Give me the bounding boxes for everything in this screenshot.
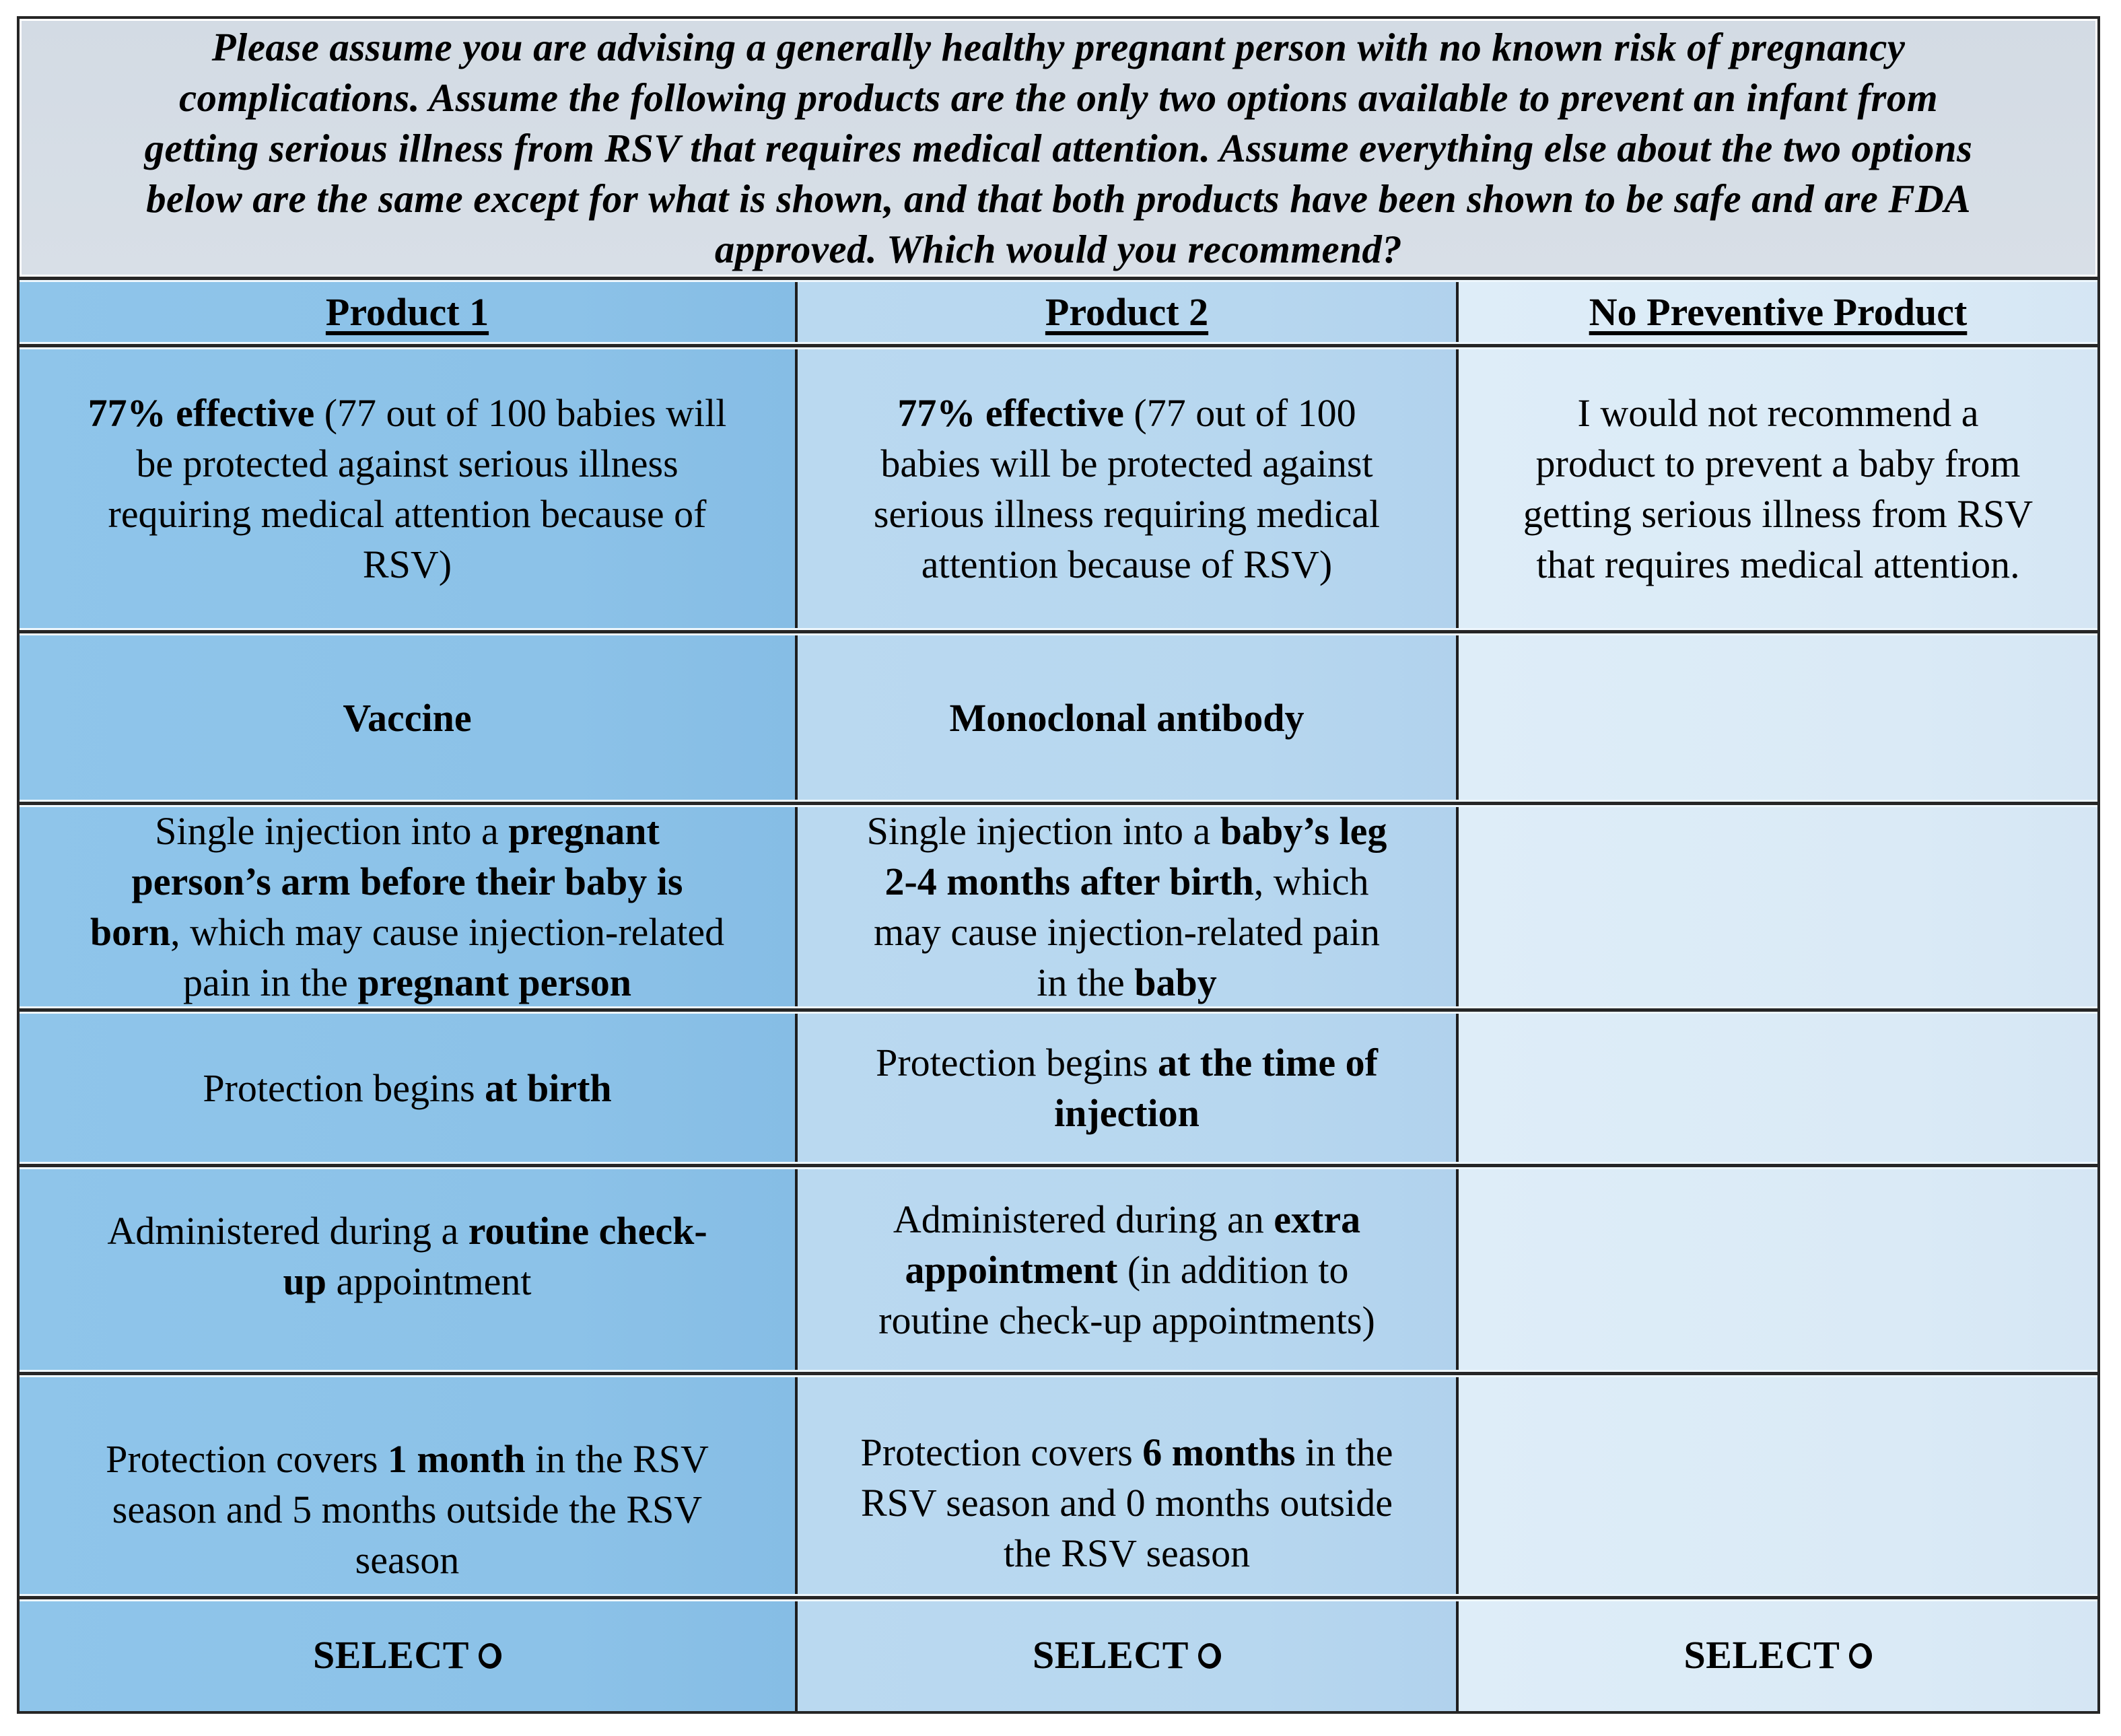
choice-table <box>17 16 2100 1714</box>
question-line: approved. Which would you recommend? <box>714 227 1403 271</box>
cell-administration-product-1 <box>20 805 795 1008</box>
select-label: SELECT <box>1033 1633 1189 1677</box>
plain-text: , which may cause injection-related <box>170 910 725 954</box>
select-cell-product-2 <box>798 1599 1456 1710</box>
cell-text <box>88 388 727 590</box>
column-divider <box>1456 277 1459 1711</box>
plain-text: in the <box>1037 961 1135 1004</box>
options-grid <box>20 277 2097 1711</box>
plain-text: may cause injection-related pain <box>873 910 1381 954</box>
plain-text: getting serious illness from RSV <box>1523 492 2033 536</box>
plain-text: season <box>355 1537 460 1582</box>
emphasis-text: injection <box>1054 1091 1199 1135</box>
emphasis-text: baby <box>1134 961 1217 1004</box>
cell-text <box>106 1434 709 1585</box>
select-no-product-radio[interactable] <box>1684 1630 1873 1680</box>
select-label: SELECT <box>313 1633 469 1677</box>
select-cell-product-1 <box>20 1599 795 1710</box>
cell-text <box>876 1037 1378 1138</box>
plain-text: I would not recommend a <box>1577 391 1979 435</box>
radio-unchecked-icon[interactable] <box>479 1643 501 1669</box>
row-divider <box>20 344 2097 347</box>
plain-text: (77 out of 100 <box>1123 391 1356 435</box>
column-header-label: Product 1 <box>325 290 489 334</box>
cell-text-line <box>878 1245 1375 1295</box>
cell-text <box>343 693 471 743</box>
cell-coverage-product-2 <box>798 1375 1456 1596</box>
cell-text-line <box>106 1535 709 1585</box>
cell-text-line <box>90 907 724 957</box>
emphasis-text: appointment <box>905 1247 1118 1292</box>
cell-text-line <box>343 693 471 743</box>
row-divider <box>20 1372 2097 1375</box>
emphasis-text: at birth <box>485 1066 612 1110</box>
cell-administration-no-product <box>1459 805 2097 1008</box>
cell-text-line <box>867 806 1387 856</box>
cell-text-line <box>876 1088 1378 1138</box>
emphasis-text: Vaccine <box>343 695 472 740</box>
row-divider <box>20 277 2097 280</box>
cell-protection-start-product-2 <box>798 1012 1456 1164</box>
column-header-product-1 <box>20 280 795 344</box>
cell-type-product-2 <box>798 633 1456 802</box>
plain-text: Single injection into a <box>866 809 1220 853</box>
plain-text: Protection covers <box>106 1436 388 1481</box>
row-divider <box>20 1596 2097 1599</box>
radio-unchecked-icon[interactable] <box>1198 1643 1221 1669</box>
plain-text: attention because of RSV) <box>921 543 1333 586</box>
emphasis-text: 1 month <box>387 1436 526 1481</box>
plain-text: (77 out of 100 babies will <box>314 391 727 435</box>
row-divider <box>20 630 2097 633</box>
plain-text: pain in the <box>183 961 358 1004</box>
plain-text: product to prevent a baby from <box>1535 442 2021 485</box>
emphasis-text: 77% effective <box>88 391 315 435</box>
plain-text: in the <box>1295 1430 1393 1474</box>
cell-appointment-product-2 <box>798 1167 1456 1372</box>
cell-coverage-product-1 <box>20 1375 795 1596</box>
emphasis-text: at the time of <box>1157 1041 1378 1084</box>
emphasis-text: person’s arm before their baby is <box>131 860 683 903</box>
plain-text: RSV) <box>362 543 452 586</box>
row-divider <box>20 1164 2097 1167</box>
emphasis-text: 6 months <box>1142 1430 1296 1474</box>
cell-type-product-1 <box>20 633 795 802</box>
cell-text <box>107 1206 707 1307</box>
column-divider <box>795 277 798 1711</box>
column-header-no-product <box>1459 280 2097 344</box>
column-header-label: No Preventive Product <box>1589 290 1968 334</box>
cell-coverage-no-product <box>1459 1375 2097 1596</box>
cell-text-line <box>1523 489 2033 539</box>
emphasis-text: born <box>90 910 171 954</box>
cell-text-line <box>90 957 724 1008</box>
cell-text-line <box>106 1434 709 1484</box>
cell-text-line <box>867 856 1387 907</box>
cell-appointment-product-1 <box>20 1167 795 1372</box>
plain-text: serious illness requiring medical <box>873 492 1381 536</box>
cell-text-line <box>90 856 724 907</box>
cell-text <box>874 388 1380 590</box>
cell-text <box>878 1194 1375 1346</box>
plain-text: Single injection into a <box>155 809 509 853</box>
select-product-1-radio[interactable] <box>313 1630 501 1680</box>
plain-text: Protection begins <box>203 1066 485 1110</box>
plain-text: requiring medical attention because of <box>108 492 707 536</box>
plain-text: in the RSV <box>525 1436 709 1481</box>
plain-text: appointment <box>326 1259 532 1303</box>
cell-efficacy-product-2 <box>798 347 1456 630</box>
cell-text-line <box>90 806 724 856</box>
cell-text <box>203 1063 611 1113</box>
emphasis-text: baby’s leg <box>1220 809 1387 853</box>
plain-text: season and 5 months outside the RSV <box>112 1487 703 1531</box>
cell-text-line <box>107 1256 707 1307</box>
row-divider <box>20 1008 2097 1012</box>
cell-text-line <box>950 693 1305 743</box>
cell-efficacy-product-1 <box>20 347 795 630</box>
question-line: getting serious illness from RSV that requires medical attention. Assume everything else about the two options <box>144 126 1973 170</box>
cell-text-line <box>88 438 727 489</box>
cell-text <box>861 1427 1393 1578</box>
cell-text-line <box>861 1528 1393 1578</box>
cell-text-line <box>1523 539 2033 590</box>
question-line: complications. Assume the following products are the only two options available to prevent an infant from <box>178 75 1939 120</box>
emphasis-text: Monoclonal antibody <box>949 695 1305 740</box>
emphasis-text: 2-4 months after birth <box>884 860 1254 903</box>
column-header-product-2 <box>798 280 1456 344</box>
emphasis-text: 77% effective <box>897 391 1124 435</box>
cell-appointment-no-product <box>1459 1167 2097 1372</box>
select-label: SELECT <box>1683 1633 1840 1677</box>
cell-text-line <box>874 388 1380 438</box>
cell-text <box>867 806 1387 1008</box>
cell-text-line <box>88 489 727 539</box>
emphasis-text: extra <box>1274 1197 1361 1241</box>
emphasis-text: pregnant person <box>357 961 631 1004</box>
cell-efficacy-no-product <box>1459 347 2097 630</box>
cell-text-line <box>203 1063 611 1113</box>
plain-text: Administered during an <box>893 1197 1274 1241</box>
plain-text: routine check-up appointments) <box>878 1298 1375 1342</box>
plain-text: RSV season and 0 months outside <box>860 1480 1393 1525</box>
plain-text: , which <box>1253 860 1369 903</box>
cell-text-line <box>107 1206 707 1256</box>
cell-text <box>90 806 724 1008</box>
cell-text-line <box>867 907 1387 957</box>
cell-text-line <box>876 1037 1378 1088</box>
question-header <box>20 19 2097 277</box>
emphasis-text: pregnant <box>508 809 660 853</box>
question-line: Please assume you are advising a generally healthy pregnant person with no known risk of pregnancy <box>211 25 1906 69</box>
cell-text-line <box>861 1427 1393 1478</box>
cell-text <box>950 693 1305 743</box>
cell-text-line <box>878 1295 1375 1346</box>
cell-text-line <box>874 438 1380 489</box>
cell-text-line <box>1523 438 2033 489</box>
row-divider <box>20 802 2097 805</box>
plain-text: that requires medical attention. <box>1536 543 2020 586</box>
cell-text-line <box>1523 388 2033 438</box>
column-header-label: Product 2 <box>1045 290 1209 334</box>
cell-text-line <box>88 539 727 590</box>
emphasis-text: routine check- <box>468 1209 707 1253</box>
radio-unchecked-icon[interactable] <box>1849 1643 1872 1669</box>
plain-text: the RSV season <box>1003 1531 1251 1575</box>
emphasis-text: up <box>283 1259 327 1303</box>
select-product-2-radio[interactable] <box>1033 1630 1221 1680</box>
cell-type-no-product <box>1459 633 2097 802</box>
plain-text: babies will be protected against <box>880 442 1373 485</box>
cell-text-line <box>874 489 1380 539</box>
cell-text-line <box>861 1478 1393 1528</box>
cell-text-line <box>874 539 1380 590</box>
cell-text <box>1523 388 2033 590</box>
cell-protection-start-no-product <box>1459 1012 2097 1164</box>
plain-text: (in addition to <box>1117 1247 1349 1292</box>
plain-text: Protection begins <box>876 1041 1158 1084</box>
cell-text-line <box>878 1194 1375 1245</box>
cell-protection-start-product-1 <box>20 1012 795 1164</box>
cell-text-line <box>867 957 1387 1008</box>
plain-text: Protection covers <box>860 1430 1143 1474</box>
cell-text-line <box>88 388 727 438</box>
cell-text-line <box>106 1484 709 1535</box>
cell-administration-product-2 <box>798 805 1456 1008</box>
plain-text: Administered during a <box>107 1209 468 1253</box>
question-text <box>145 22 1973 275</box>
plain-text: be protected against serious illness <box>136 442 679 485</box>
select-cell-no-product <box>1459 1599 2097 1710</box>
question-line: below are the same except for what is shown, and that both products have been shown to be safe and are FDA <box>146 176 1971 221</box>
